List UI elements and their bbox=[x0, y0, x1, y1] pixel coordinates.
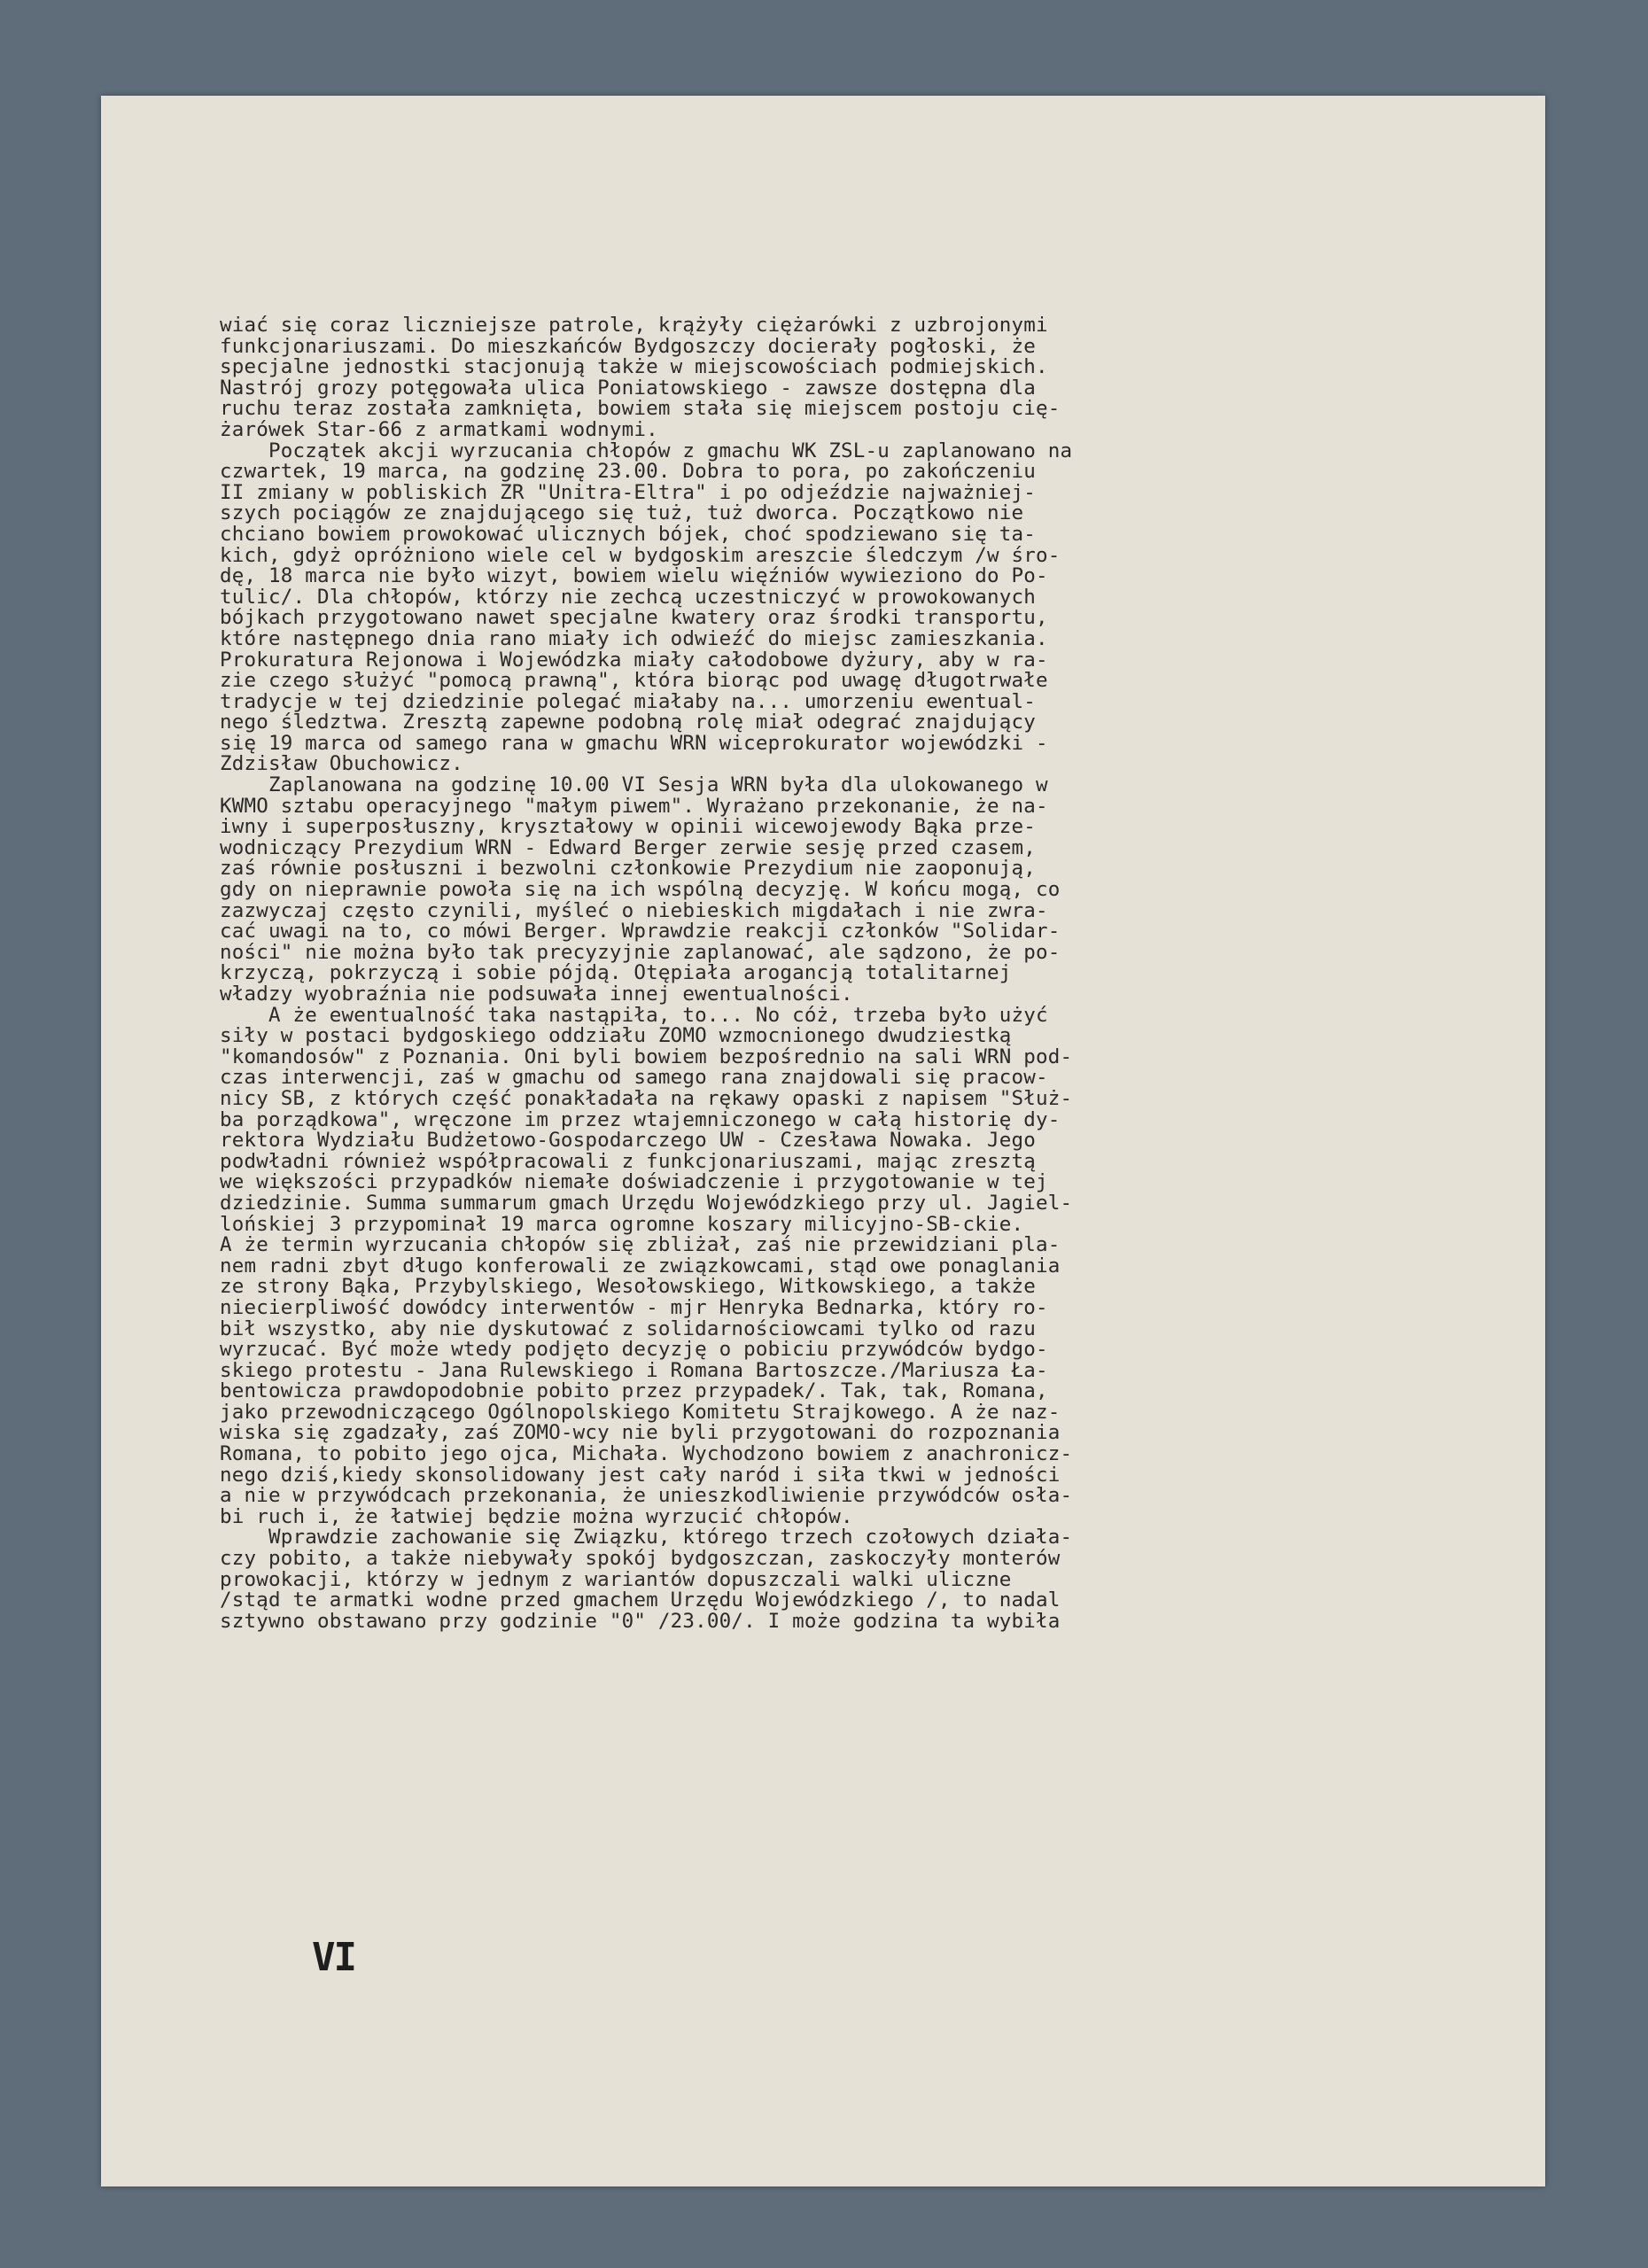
text-line: nem radni zbyt długo konferowali ze związkowcami, stąd owe ponaglania bbox=[220, 1254, 1061, 1278]
text-line: siły w postaci bydgoskiego oddziału ZOMO wzmocnionego dwudziestką bbox=[220, 1024, 1012, 1048]
text-line: Prokuratura Rejonowa i Wojewódzka miały całodobowe dyżury, aby w ra- bbox=[220, 648, 1048, 672]
text-line: II zmiany w pobliskich ZR "Unitra-Eltra" i po odjeździe najważniej- bbox=[220, 480, 1036, 504]
page-number: VI bbox=[312, 1935, 355, 1980]
text-line: KWMO sztabu operacyjnego "małym piwem". Wyrażano przekonanie, że na- bbox=[220, 794, 1048, 818]
text-line: A że ewentualność taka nastąpiła, to... No cóż, trzeba było użyć bbox=[220, 1003, 1048, 1027]
text-line: które następnego dnia rano miały ich odwieźć do miejsc zamieszkania. bbox=[220, 626, 1048, 650]
text-line: chciano bowiem prowokować ulicznych bójek, choć spodziewano się ta- bbox=[220, 522, 1036, 546]
text-line: bił wszystko, aby nie dyskutować z solidarnościowcami tylko od razu bbox=[220, 1317, 1036, 1340]
text-line: /stąd te armatki wodne przed gmachem Urzędu Wojewódzkiego /, to nadal bbox=[220, 1588, 1061, 1612]
text-line: a nie w przywódcach przekonania, że unieszkodliwienie przywódców osła- bbox=[220, 1484, 1073, 1508]
text-line: skiego protestu - Jana Rulewskiego i Romana Bartoszcze./Mariusza Ła- bbox=[220, 1358, 1048, 1382]
text-line: się 19 marca od samego rana w gmachu WRN wiceprokurator wojewódzki - bbox=[220, 731, 1048, 755]
text-line: sztywno obstawano przy godzinie "0" /23.00/. I może godzina ta wybiła bbox=[220, 1609, 1061, 1633]
typewritten-text bbox=[220, 315, 1407, 1963]
text-line: bi ruch i, że łatwiej będzie można wyrzucić chłopów. bbox=[220, 1504, 853, 1528]
text-line: czas interwencji, zaś w gmachu od samego rana znajdowali się pracow- bbox=[220, 1066, 1048, 1090]
text-line: dę, 18 marca nie było wizyt, bowiem wielu więźniów wywieziono do Po- bbox=[220, 564, 1048, 588]
text-line: wodniczący Prezydium WRN - Edward Berger zerwie sesję przed czasem, bbox=[220, 835, 1036, 859]
text-line: władzy wyobraźnia nie podsuwała innej ewentualności. bbox=[220, 983, 853, 1006]
text-line: zazwyczaj często czynili, myśleć o niebieskich migdałach i nie zwra- bbox=[220, 898, 1048, 922]
text-line: A że termin wyrzucania chłopów się zbliżał, zaś nie przewidziani pla- bbox=[220, 1233, 1061, 1257]
text-line: we większości przypadków niemałe doświadczenie i przygotowanie w tej bbox=[220, 1170, 1048, 1194]
text-line: bentowicza prawdopodobnie pobito przez przypadek/. Tak, tak, Romana, bbox=[220, 1379, 1048, 1403]
text-line: wiać się coraz liczniejsze patrole, krążyły ciężarówki z uzbrojonymi bbox=[220, 315, 1048, 337]
text-line: czy pobito, a także niebywały spokój bydgoszczan, zaskoczyły monterów bbox=[220, 1547, 1061, 1571]
text-line: Początek akcji wyrzucania chłopów z gmachu WK ZSL-u zaplanowano na bbox=[220, 439, 1073, 462]
text-line: rektora Wydziału Budżetowo-Gospodarczego UW - Czesława Nowaka. Jego bbox=[220, 1129, 1036, 1153]
text-line: czwartek, 19 marca, na godzinę 23.00. Dobra to pora, po zakończeniu bbox=[220, 460, 1036, 484]
text-line: iwny i superposłuszny, kryształowy w opinii wicewojewody Bąka prze- bbox=[220, 815, 1036, 839]
text-line: bójkach przygotowano nawet specjalne kwatery oraz środki transportu, bbox=[220, 606, 1048, 630]
text-line: Nastrój grozy potęgowała ulica Poniatowskiego - zawsze dostępna dla bbox=[220, 376, 1036, 400]
text-line: prowokacji, którzy w jednym z wariantów dopuszczali walki uliczne bbox=[220, 1567, 1012, 1591]
text-line: ności" nie można było tak precyzyjnie zaplanować, ale sądzono, że po- bbox=[220, 940, 1061, 964]
text-line: Romana, to pobito jego ojca, Michała. Wychodzono bowiem z anachronicz- bbox=[220, 1442, 1073, 1466]
text-line: "komandosów" z Poznania. Oni byli bowiem bezpośrednio na sali WRN pod- bbox=[220, 1045, 1073, 1068]
text-line: ze strony Bąka, Przybylskiego, Wesołowskiego, Witkowskiego, a także bbox=[220, 1275, 1036, 1299]
text-line: funkcjonariuszami. Do mieszkańców Bydgoszczy docierały pogłoski, że bbox=[220, 334, 1036, 358]
text-line: dziedzinie. Summa summarum gmach Urzędu Wojewódzkiego przy ul. Jagiel- bbox=[220, 1191, 1073, 1215]
text-line: tulic/. Dla chłopów, którzy nie zechcą uczestniczyć w prowokowanych bbox=[220, 585, 1036, 609]
text-line: kich, gdyż opróżniono wiele cel w bydgoskim areszcie śledczym /w śro- bbox=[220, 543, 1061, 567]
text-line: ruchu teraz została zamknięta, bowiem stała się miejscem postoju cię- bbox=[220, 397, 1061, 421]
text-line: specjalne jednostki stacjonują także w miejscowościach podmiejskich. bbox=[220, 355, 1048, 379]
text-line: nego śledztwa. Zresztą zapewne podobną rolę miał odegrać znajdujący bbox=[220, 711, 1036, 734]
text-line: krzyczą, pokrzyczą i sobie pójdą. Otępiała arogancją totalitarnej bbox=[220, 961, 1012, 985]
text-line: żarówek Star-66 z armatkami wodnymi. bbox=[220, 417, 658, 441]
text-line: Wprawdzie zachowanie się Związku, którego trzech czołowych działa- bbox=[220, 1526, 1073, 1550]
text-line: nicy SB, z których część ponakładała na rękawy opaski z napisem "Służ- bbox=[220, 1086, 1073, 1110]
text-line: podwładni również współpracowali z funkcjonariuszami, mając zresztą bbox=[220, 1149, 1036, 1173]
text-line: gdy on nieprawnie powoła się na ich wspólną decyzję. W końcu mogą, co bbox=[220, 878, 1061, 902]
text-line: jako przewodniczącego Ogólnopolskiego Komitetu Strajkowego. A że naz- bbox=[220, 1400, 1061, 1424]
text-line: Zdzisław Obuchowicz. bbox=[220, 752, 463, 776]
text-line: zaś równie posłuszni i bezwolni członkowie Prezydium nie zaoponują, bbox=[220, 857, 1036, 881]
text-line: szych pociągów ze znajdującego się tuż, tuż dworca. Początkowo nie bbox=[220, 501, 1024, 525]
text-line: nego dziś,kiedy skonsolidowany jest cały naród i siła tkwi w jedności bbox=[220, 1463, 1061, 1487]
text-line: tradycje w tej dziedzinie polegać miałaby na... umorzeniu ewentual- bbox=[220, 689, 1036, 713]
text-line: zie czego służyć "pomocą prawną", która biorąc pod uwagę długotrwałe bbox=[220, 669, 1048, 693]
text-line: cać uwagi na to, co mówi Berger. Wprawdzie reakcji członków "Solidar- bbox=[220, 920, 1061, 944]
text-line: lońskiej 3 przypominał 19 marca ogromne koszary milicyjno-SB-ckie. bbox=[220, 1212, 1024, 1236]
text-line: wyrzucać. Być może wtedy podjęto decyzję o pobiciu przywódców bydgo- bbox=[220, 1338, 1048, 1362]
text-line: ba porządkowa", wręczone im przez wtajemniczonego w całą historię dy- bbox=[220, 1107, 1061, 1131]
text-line: Zaplanowana na godzinę 10.00 VI Sesja WRN była dla ulokowanego w bbox=[220, 773, 1048, 797]
text-line: niecierpliwość dowódcy interwentów - mjr Henryka Bednarka, który ro- bbox=[220, 1295, 1048, 1319]
text-line: wiska się zgadzały, zaś ZOMO-wcy nie byli przygotowani do rozpoznania bbox=[220, 1421, 1061, 1445]
